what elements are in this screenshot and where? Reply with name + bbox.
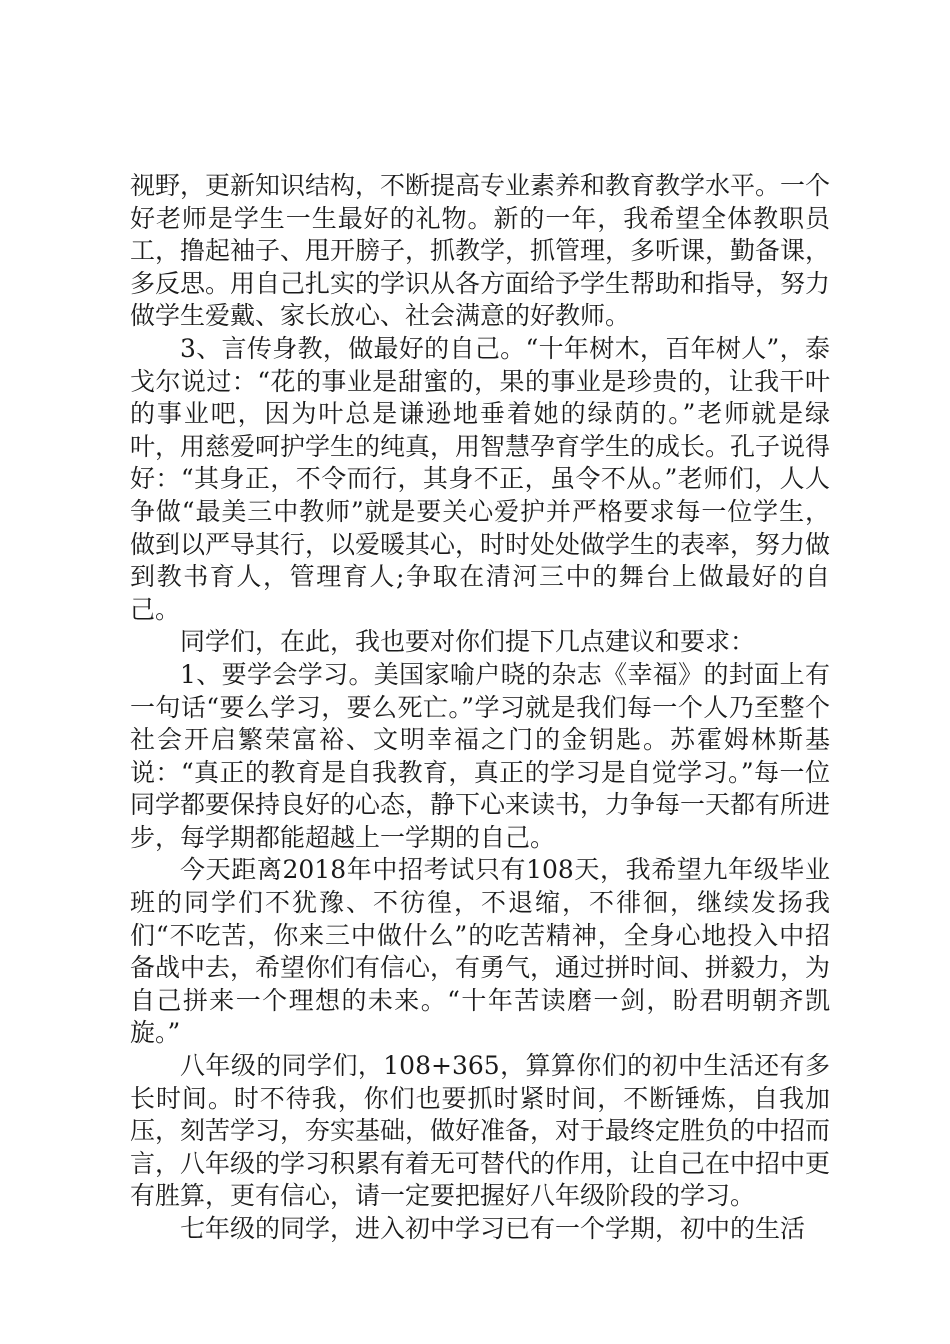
document-body	[130, 170, 830, 1246]
paragraph: 今天距离2018年中招考试只有108天，我希望九年级毕业班的同学们不犹豫、不彷徨，不退缩，不徘徊，继续发扬我们“不吃苦，你来三中做什么”的吃苦精神，全身心地投入中招备战中去，希望你们有信心，有勇气，通过拼时间、拼毅力，为自己拼来一个理想的未来。“十年苦读磨一剑，盼君明朝齐凯旋。”	[130, 855, 831, 1048]
paragraph: 视野，更新知识结构，不断提高专业素养和教育教学水平。一个好老师是学生一生最好的礼物。新的一年，我希望全体教职员工，撸起袖子、甩开膀子，抓教学，抓管理，多听课，勤备课，多反思。用自己扎实的学识从各方面给予学生帮助和指导，努力做学生爱戴、家长放心、社会满意的好教师。	[130, 171, 831, 331]
paragraph: 3、言传身教，做最好的自己。“十年树木，百年树人”，泰戈尔说过：“花的事业是甜蜜的，果的事业是珍贵的，让我干叶的事业吧，因为叶总是谦逊地垂着她的绿荫的。”老师就是绿叶，用慈爱呵护学生的纯真，用智慧孕育学生的成长。孔子说得好：“其身正，不令而行，其身不正，虽令不从。”老师们，人人争做“最美三中教师”就是要关心爱护并严格要求每一位学生，做到以严导其行，以爱暖其心，时时处处做学生的表率，努力做到教书育人，管理育人;争取在清河三中的舞台上做最好的自己。	[130, 333, 831, 624]
paragraph: 七年级的同学，进入初中学习已有一个学期，初中的生活	[180, 1214, 806, 1243]
paragraph: 八年级的同学们，108+365，算算你们的初中生活还有多长时间。时不待我，你们也要抓时紧时间，不断锤炼，自我加压，刻苦学习，夯实基础，做好准备，对于最终定胜负的中招而言，八年级的学习积累有着无可替代的作用，让自己在中招中更有胜算，更有信心，请一定要把握好八年级阶段的学习。	[130, 1051, 831, 1211]
paragraph: 同学们，在此，我也要对你们提下几点建议和要求：	[180, 627, 756, 657]
paragraph: 1、要学会学习。美国家喻户晓的杂志《幸福》的封面上有一句话“要么学习，要么死亡。”学习就是我们每一个人乃至整个社会开启繁荣富裕、文明幸福之门的金钥匙。苏霍姆林斯基说：“真正的教育是自我教育，真正的学习是自觉学习。”每一位同学都要保持良好的心态，静下心来读书，力争每一天都有所进步，每学期都能超越上一学期的自己。	[130, 659, 831, 852]
